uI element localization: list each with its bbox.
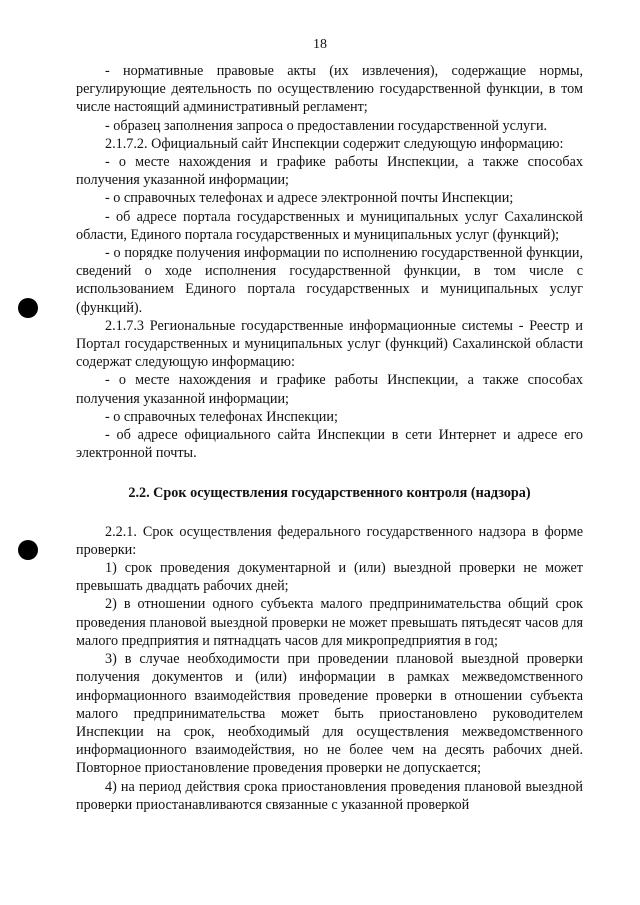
paragraph-location-schedule-2: - о месте нахождения и графике работы Инспекции, а также способах получения указанной информации; — [76, 372, 583, 407]
document-body — [76, 62, 583, 814]
paragraph-info-procedure: - о порядке получения информации по исполнению государственной функции, сведений о ходе исполнения государственной функции, в том числе с использованием Единого портала государственных и муниципальных услуг (функций). — [76, 245, 583, 316]
paragraph-legal-acts: - нормативные правовые акты (их извлечения), содержащие нормы, регулирующие деятельность по осуществлению государственной функции, в том числе настоящий административный регламент; — [76, 63, 583, 116]
punch-hole-bottom — [18, 540, 38, 560]
paragraph-website-email: - об адресе официального сайта Инспекции в сети Интернет и адресе его электронной почты. — [76, 427, 583, 462]
list-item-3: 3) в случае необходимости при проведении плановой выездной проверки получения документов и (или) информации в рамках межведомственного информационного взаимодействия проведение проверки в отношении субъекта малого предпринимательства может быть приостановлено руководителем Инспекции на срок, необходимый для осуществления межведомственного информационного взаимодействия, но не более чем на десять рабочих дней. Повторное приостановление проведения проверки не допускается; — [76, 651, 583, 777]
paragraph-request-sample: - образец заполнения запроса о предоставлении государственной услуги. — [105, 117, 548, 134]
list-item-1: 1) срок проведения документарной и (или) выездной проверки не может превышать двадцать рабочих дней; — [76, 560, 583, 595]
paragraph-2-1-7-2: 2.1.7.2. Официальный сайт Инспекции содержит следующую информацию: — [105, 135, 564, 152]
list-item-2: 2) в отношении одного субъекта малого предпринимательства общий срок проведения плановой выездной проверки не может превышать пятьдесят часов для малого предприятия и пятнадцать часов для микропредприятия в год; — [76, 596, 583, 649]
paragraph-2-2-1: 2.2.1. Срок осуществления федерального государственного надзора в форме проверки: — [76, 523, 583, 558]
paragraph-phones-email: - о справочных телефонах и адресе электронной почты Инспекции; — [105, 190, 514, 207]
paragraph-location-schedule: - о месте нахождения и графике работы Инспекции, а также способах получения указанной информации; — [76, 154, 583, 189]
paragraph-portal-address: - об адресе портала государственных и муниципальных услуг Сахалинской области, Единого портала государственных и муниципальных услуг (функций); — [76, 208, 583, 243]
section-heading: 2.2. Срок осуществления государственного контроля (надзора) — [128, 485, 531, 502]
paragraph-2-1-7-3: 2.1.7.3 Региональные государственные информационные системы - Реестр и Портал государственных и муниципальных услуг (функций) Сахалинской области содержат следующую информацию: — [76, 317, 583, 371]
punch-hole-top — [18, 298, 38, 318]
list-item-4: 4) на период действия срока приостановления проведения плановой выездной проверки приостанавливаются связанные с указанной проверкой — [76, 778, 583, 813]
paragraph-phones: - о справочных телефонах Инспекции; — [105, 408, 338, 425]
page-number: 18 — [313, 37, 327, 52]
